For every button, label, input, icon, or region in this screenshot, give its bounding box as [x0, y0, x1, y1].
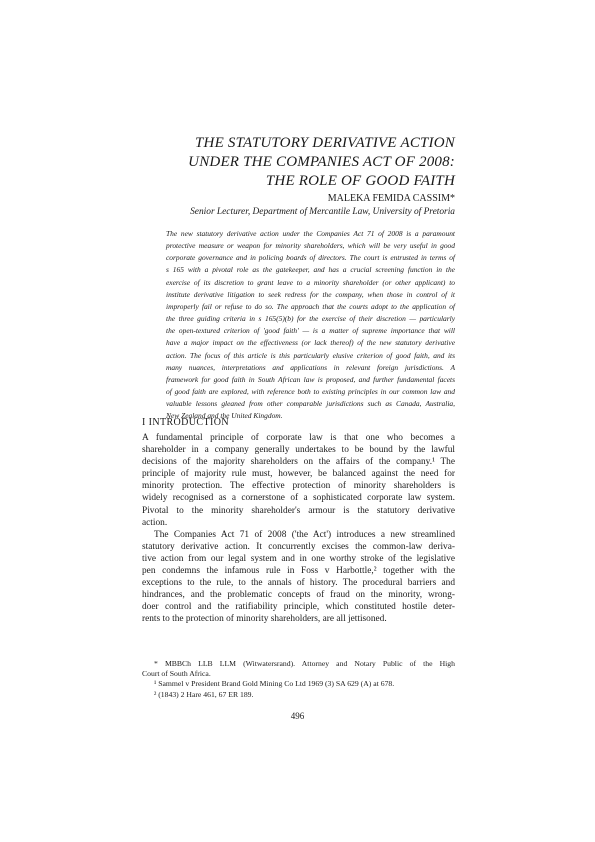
abstract — [166, 228, 455, 423]
body-line: The Companies Act 71 of 2008 ('the Act') introduces a new streamlined — [154, 529, 455, 540]
body-line: tive action from our legal system and in one worthy stroke of the legislative — [142, 553, 455, 564]
body-line: doer control and the ratifiability principle, which constituted hostile deter- — [142, 602, 455, 613]
body-line: Pivotal to the minority shareholder's armour is the statutory derivative — [142, 505, 455, 516]
footnote-author: * MBBCh LLB LLM (Witwatersrand). Attorney and Notary Public of the High — [154, 659, 455, 668]
abstract-line: protective measure or weapon for minority shareholders, which will be very useful in good — [166, 241, 455, 251]
abstract-line: of good faith are explored, with reference both to existing principles in our common law and — [166, 387, 455, 397]
abstract-line: valuable lessons gleaned from other comparable jurisdictions such as Canada, Australia, — [166, 399, 455, 409]
footnote-author-cont: Court of South Africa. — [142, 669, 211, 679]
body-line: pen condemns the infamous rule in Foss v Harbottle,² together with the — [142, 566, 455, 577]
abstract-line: the three guiding criteria in s 165(5)(b) for the exercise of their discretion — particularly — [166, 314, 455, 324]
body-line: principle of majority rule must, however, be balanced against the need for — [142, 469, 455, 480]
body-line: statutory derivative action. It concurrently excises the common-law deriva- — [142, 541, 455, 552]
abstract-line: exercise of its discretion to grant leave to a minority shareholder (or other applicant) to — [166, 277, 455, 287]
abstract-line: institute derivative litigation to seek redress for the company, when those in control of it — [166, 289, 455, 299]
body-text — [142, 432, 455, 626]
body-line: rents to the protection of minority shareholders, are all jettisoned. — [142, 614, 387, 625]
title-line: THE ROLE OF GOOD FAITH — [265, 173, 455, 189]
abstract-line: framework for good faith in South African law is proposed, and further fundamental facets — [166, 374, 455, 384]
footnote-1: ¹ Sammel v President Brand Gold Mining Co Ltd 1969 (3) SA 629 (A) at 678. — [154, 679, 395, 689]
footnote-2: ² (1843) 2 Hare 461, 67 ER 189. — [154, 689, 254, 699]
author-name: MALEKA FEMIDA CASSIM* — [327, 193, 455, 204]
body-line: A fundamental principle of corporate law is that one who becomes a — [142, 433, 455, 443]
body-line: decisions of the majority shareholders on the affairs of the company.¹ The — [142, 457, 455, 468]
body-line: action. — [142, 517, 168, 528]
abstract-line: The new statutory derivative action under the Companies Act 71 of 2008 is a paramount — [166, 229, 455, 238]
title-line: UNDER THE COMPANIES ACT OF 2008: — [188, 154, 455, 170]
title-line: THE STATUTORY DERIVATIVE ACTION — [195, 135, 455, 151]
section-heading: I INTRODUCTION — [142, 417, 229, 428]
body-line: minority protection. The effective protection of minority shareholders is — [142, 481, 455, 492]
body-line: exceptions to the rule, to the annals of history. The procedural barriers and — [142, 578, 455, 589]
body-line: hindrances, and the problematic concepts of fraud on the minority, wrong- — [142, 590, 455, 601]
abstract-line: action. The focus of this article is this particularly elusive criterion of good faith, and its — [166, 350, 455, 360]
abstract-line: the open-textured criterion of 'good faith' — is a matter of supreme importance that will — [166, 326, 455, 336]
body-line: widely recognised as a cornerstone of a sophisticated corporate law system. — [142, 493, 455, 504]
article-title — [125, 134, 455, 191]
abstract-line: corporate governance and in policing boards of directors. The court is entrusted in terms of — [166, 253, 455, 263]
footnotes — [142, 659, 455, 700]
page-number: 496 — [290, 711, 305, 721]
author-affiliation: Senior Lecturer, Department of Mercantile Law, University of Pretoria — [190, 207, 455, 217]
abstract-line: New Zealand and the United Kingdom. — [166, 411, 283, 421]
body-line: shareholder in a company generally undertakes to be bound by the lawful — [142, 445, 455, 456]
abstract-line: s 165 with a pivotal role as the gatekeeper, and has a crucial screening function in the — [166, 265, 455, 275]
abstract-line: have a major impact on the effectiveness (or lack thereof) of the new statutory derivative — [166, 338, 455, 348]
abstract-line: many nuances, interpretations and applications in relevant foreign jurisdictions. A — [166, 362, 455, 372]
abstract-line: improperly fail or refuse to do so. The approach that the courts adopt to the application of — [166, 301, 455, 311]
